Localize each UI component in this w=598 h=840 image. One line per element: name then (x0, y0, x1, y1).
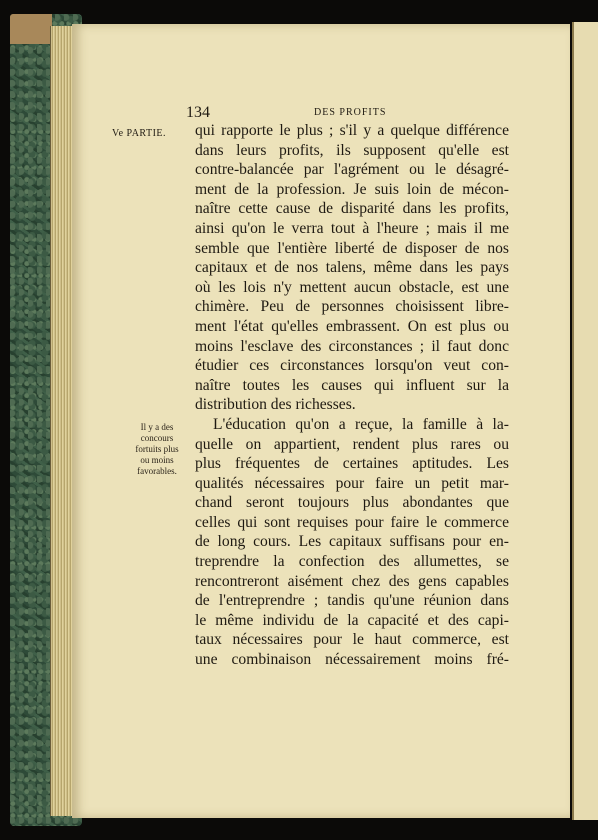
text-line: le même individu de la capacité et des capi- (195, 611, 509, 629)
body-text (195, 121, 509, 670)
text-line: rencontreront aisément chez des gens capables (195, 572, 509, 590)
text-line: naître toutes les causes qui influent sur la (195, 376, 509, 394)
margin-note-line: Il y a des (140, 422, 174, 432)
text-line: capitaux et de nos talens, même dans les pays (195, 259, 509, 277)
margin-note-line: concours (140, 433, 174, 443)
text-line: ment de la profession. Je suis loin de mécon- (195, 180, 509, 198)
text-line: naître cette cause de disparité dans les profits, (195, 200, 509, 218)
text-line: chand seront toujours plus abondantes que (195, 494, 509, 512)
facing-page-edge (572, 22, 598, 820)
text-line: de long cours. Les capitaux suffisans pour en- (195, 533, 509, 551)
margin-note-line: fortuits plus (135, 444, 179, 454)
cover-corner (10, 14, 52, 44)
text-line: distribution des richesses. (195, 396, 356, 414)
margin-note-line: favorables. (137, 466, 177, 476)
text-line: treprendre la confection des allumettes, se (195, 553, 509, 571)
text-line: où les lois n'y mettent aucun obstacle, est une (195, 278, 509, 296)
margin-note (130, 422, 184, 477)
text-line: ainsi qu'on le verra tout à l'heure ; mais il me (195, 219, 509, 237)
text-line: dans leurs profits, ils supposent qu'elle est (195, 141, 509, 159)
text-line: quelle on appartient, rendent plus rares ou (195, 435, 509, 453)
text-line: moins l'esclave des circonstances ; il faut donc (195, 337, 509, 355)
margin-part-label: Ve PARTIE. (112, 128, 167, 139)
text-line: L'éducation qu'on a reçue, la famille à la- (213, 415, 509, 433)
page-number: 134 (186, 104, 210, 121)
text-line: semble que l'entière liberté de disposer de nos (195, 239, 509, 257)
text-line: contre-balancée par l'agrément ou le désagré- (195, 161, 509, 179)
text-line: ment l'état qu'elles embrassent. On est plus ou (195, 317, 509, 335)
text-line: plus fréquentes de certaines aptitudes. Les (195, 455, 509, 473)
text-line: une combinaison nécessairement moins fré- (195, 651, 509, 669)
text-line: taux nécessaires pour le haut commerce, est (195, 631, 509, 649)
text-line: chimère. Peu de personnes choisissent libre- (195, 298, 509, 316)
text-line: de l'entreprendre ; tandis qu'une réunion dans (195, 592, 509, 610)
text-line: celles qui sont requises pour faire le commerce (195, 513, 509, 531)
text-line: qualités nécessaires pour faire un petit mar- (195, 474, 509, 492)
margin-note-line: ou moins (140, 455, 174, 465)
text-line: qui rapporte le plus ; s'il y a quelque différence (195, 122, 509, 139)
text-line: étudier ces circonstances lorsqu'on veut con- (195, 357, 509, 375)
running-head: DES PROFITS (314, 107, 387, 118)
